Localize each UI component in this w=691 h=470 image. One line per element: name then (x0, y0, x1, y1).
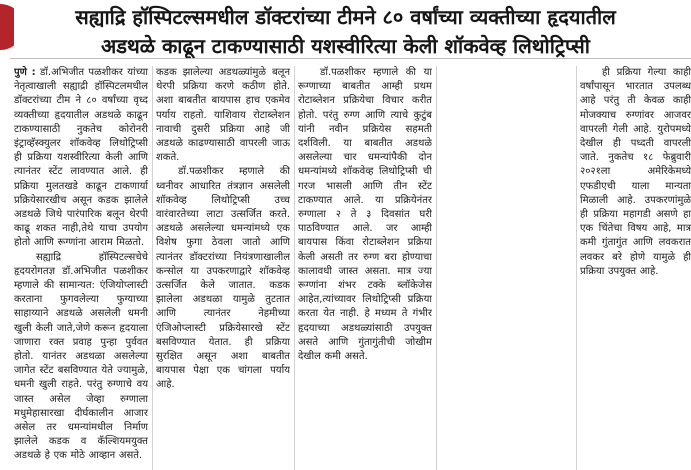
paragraph-2-continued: कडक झालेल्या अडथळ्यांमुळे बलून थेरपी प्रक्रिया करणे कठीण होते. अशा बाबतीत बायपास हाच एकमेव पर्याय राहतो. याशिवाय रोटाब्लेशन नावाची दुसरी प्रक्रिया आहे जी अडथळे काढण्यासाठी वापरली जाऊ शकते. (156, 67, 290, 164)
article-body (14, 66, 691, 470)
paragraph-1-text: डॉ.अभिजीत पळशीकर यांच्या नेतृत्वाखाली सह्याद्री हॉस्पिटलमधील डॉक्टरांच्या टीम ने ८० वर्षांच्या वृध्द व्यक्तीच्या हृदयातील अडथळे काढून टाकण्यासाठी नुकतेच कोरोनरी इंट्राव्हॅस्क्युलर शॉकवेव्ह लिथोट्रिप्सी ही प्रक्रिया यशस्वीरित्या केली आणि त्यानंतर स्टेंट लावण्यात आले. ही प्रक्रिया मुलतखडे काढून टाकणार्या प्रक्रियेसारखीच असून कडक झालेले अडथळे जिथे पारंपारिक बलून थेरपी काढू शकत नाही,तेथे याचा उपयोग होतो आणि रूग्णांना आराम मिळतो. (14, 67, 148, 249)
paragraph-1 (14, 66, 148, 251)
column-1 (14, 66, 148, 470)
paragraph-4: डॉ.पळशीकर म्हणाले की या रूग्णाच्या बाबतीत आम्ही प्रथम रोटाब्लेशन प्रक्रियेचा विचार करीत होतो. परंतु रुग्ण आणि त्याचे कुटुंब यांनी नवीन प्रक्रियेस सहमती दर्शविली. या बाबतीत अडथळे असलेल्या चार धमन्यांपैकी दोन धमन्यांमध्ये शॉकवेव्ह लिथोट्रिप्सी ची गरज भासली आणि तीन स्टेंट टाकण्यात आले. या प्रक्रियेनंतर रुग्णाला २ ते ३ दिवसांत घरी पाठविण्यात आले. जर आम्ही बायपास किंवा रोटाब्लेशन प्रक्रिया केली असती तर रुग्ण बरा होण्याचा कालावधी जास्त असता. मात्र ज्या रूग्णांना शंभर टक्के ब्लॉकेजेस आहेत,त्यांच्यावर लिथोट्रिप्सी प्रक्रिया करता येत नाही. हे मध्यम ते गंभीर हृदयाच्या अडथळ्यांसाठी उपयुक्त असते आणि गुंतागुंतीची जोखीम देखील कमी असते. (298, 67, 432, 363)
headline (0, 0, 691, 62)
column-divider (152, 66, 153, 470)
column-2 (156, 66, 290, 470)
headline-line-1: सह्याद्रि हॉस्पिटल्समधील डॉक्टरांच्या टीमने ८० वर्षांच्या व्यक्तीच्या हृदयातील (75, 5, 616, 29)
paragraph-5: ही प्रक्रिया गेल्या काही वर्षांपासून भारतात उपलब्ध आहे परंतु ती केवळ काही मोजक्याच रुग्णांवर आजवर वापरली गेली आहे. युरोपमध्ये देखील ही पध्दती वापरली जाते. नुकतेच १८ फेब्रुवारी २०२१ला अमेरिकेमध्ये एफडीएची याला मान्यता मिळाली आहे. उपकरणांमुळे ही प्रक्रिया महागडी असणे हा एक चिंतेचा विषय आहे, मात्र कमी गुंतागुंत आणि लवकरात लवकर बरे होणे यामुळे ही प्रक्रिया उपयुक्त आहे. (580, 67, 691, 277)
paragraph-3: डॉ.पळशीकर म्हणाले की ध्वनीवर आधारित तंत्रज्ञान असलेली शॉकवेव्ह लिथोट्रिप्सी उच्च वारंवारतेच्या लाटा उत्सर्जित करते. अडथळे असलेल्या धमन्यांमध्ये एक विशेष फुगा ठेवला जातो आणि त्यानंतर डॉक्टरांच्या नियंत्रणाखालील कन्सोल या उपकरणाद्वारे शॉकवेव्ह उत्सर्जित केले जातात. कडक झालेला अडथळा यामुळे तुटतात आणि त्यानंतर नेहमीच्या एंजिओप्लास्टी प्रक्रियेसारखे स्टेंट बसविण्यात येतात. ही प्रक्रिया सुरक्षित असून अशा बाबतीत बायपास पेक्षा एक चांगला पर्याय आहे. (156, 166, 290, 391)
column-4 (440, 66, 574, 470)
paragraph-2: सह्याद्रि हॉस्पिटल्सचेचे हृदयरोगतज्ञ डॉ.अभिजीत पळशीकर म्हणाले की सामान्यत: एंजियोप्लास्टी करताना फुगवलेल्या फुग्याच्या साहाय्याने अडथळे असलेली धमनी खुली केली जाते,जेणे करून हृदयाला जाणारा रक्त प्रवाह पुन्हा पुर्ववत होतो. यानंतर अडथळा असलेल्या जागेत स्टेंट बसविण्यात येते ज्यामुळे, धमनी खुली राहते. परंतु रुग्णाचे वय जास्त असेल जेव्हा रुग्णाला मधुमेहासारखा दीर्घकालीन आजार असेल तर धमन्यांमधील निर्माण झालेले कडक व कॅल्शियमयुक्त अडथळे हे एक मोठे आव्हान असते. (14, 251, 148, 462)
headline-line-2: अडथळे काढून टाकण्यासाठी यशस्वीरित्या केली शॉकवेव्ह लिथोट्रिप्सी (101, 34, 590, 58)
column-divider (576, 66, 577, 470)
column-3 (298, 66, 432, 470)
column-5 (580, 66, 691, 470)
dateline: पुणे : (14, 67, 36, 78)
column-divider (436, 66, 437, 470)
headline-rule (10, 58, 691, 59)
column-divider (294, 66, 295, 470)
